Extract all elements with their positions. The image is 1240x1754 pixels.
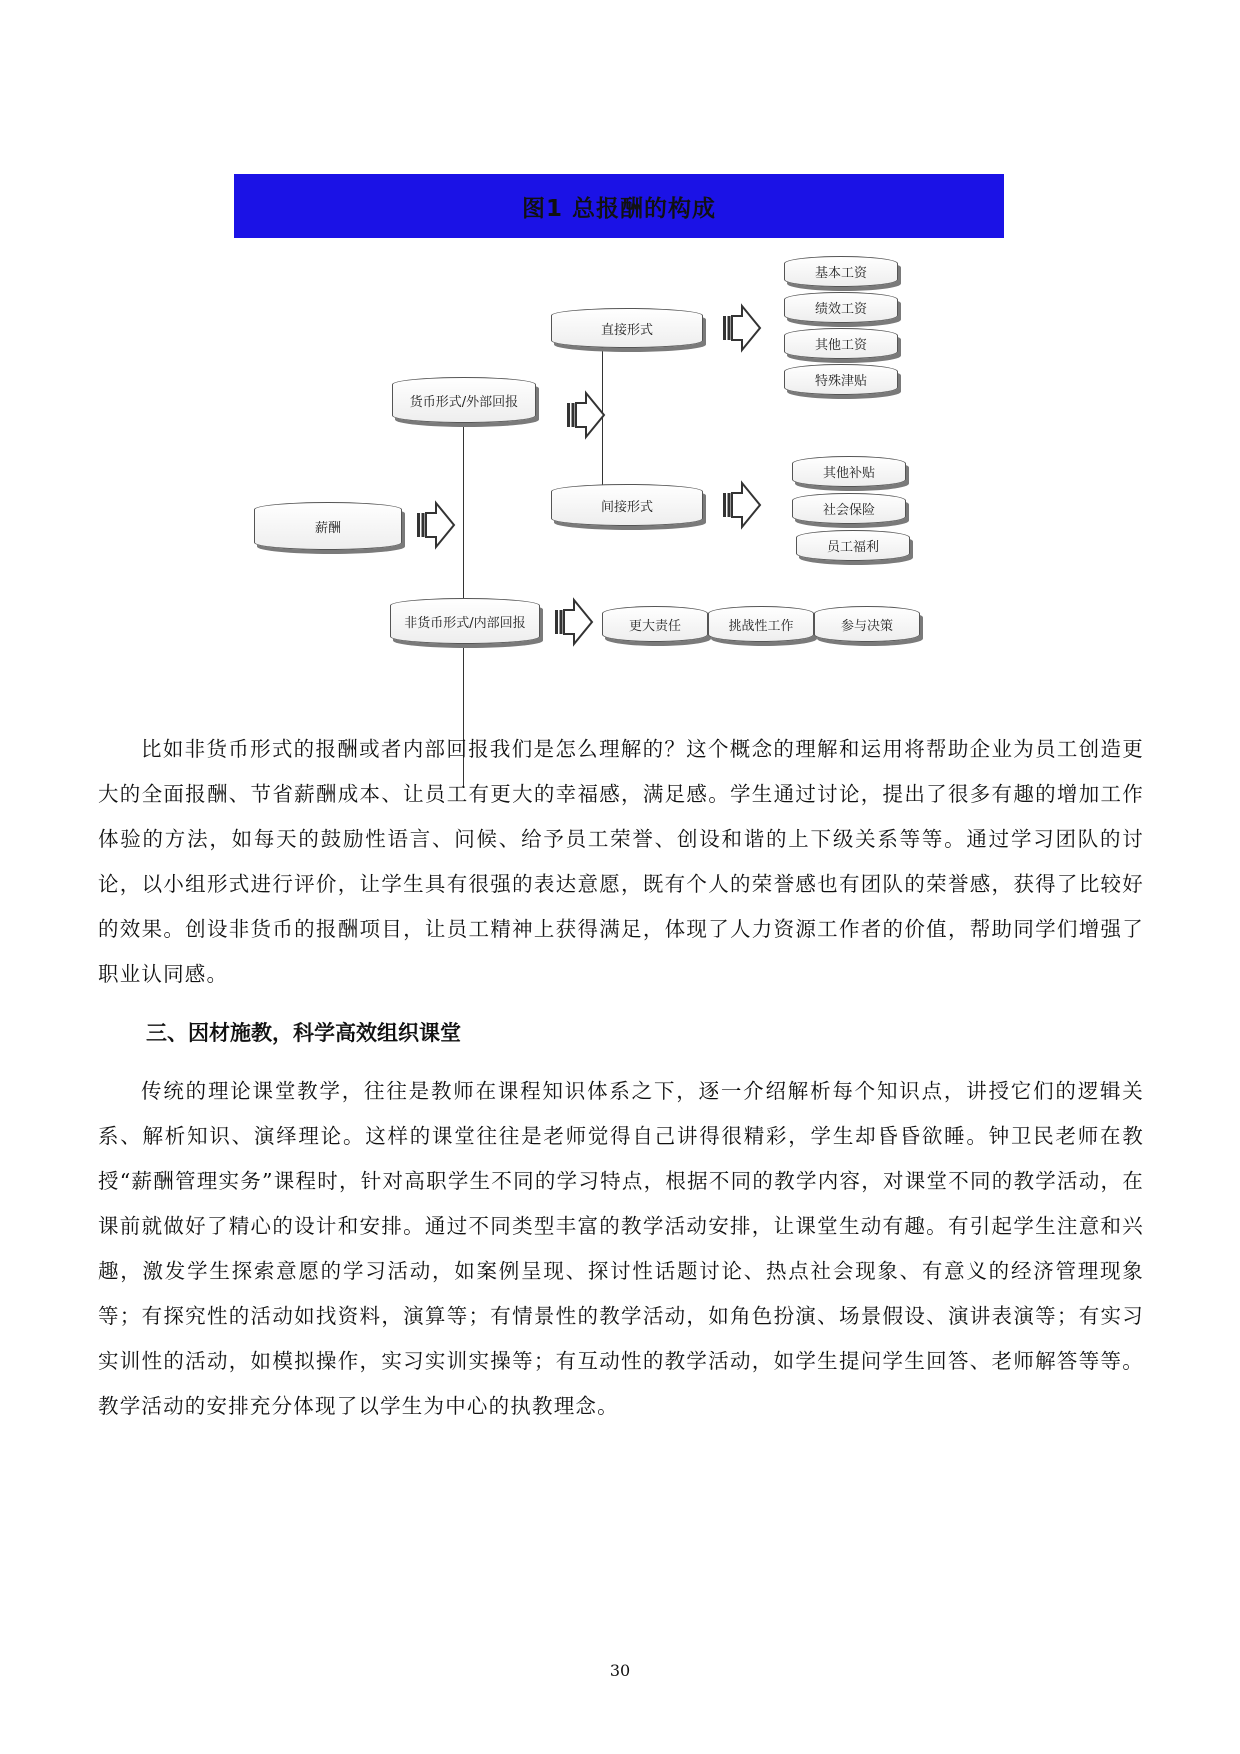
arrow-to-indirect-items bbox=[722, 480, 762, 530]
node-social-insurance: 社会保险 bbox=[792, 493, 906, 524]
node-non-monetary: 非货币形式/内部回报 bbox=[390, 598, 540, 644]
node-special-allowance: 特殊津贴 bbox=[784, 364, 898, 395]
arrow-to-monetary-split bbox=[416, 500, 456, 550]
figure-title: 图1 总报酬的构成 bbox=[234, 174, 1004, 238]
node-greater-responsibility: 更大责任 bbox=[602, 606, 708, 642]
page-number: 30 bbox=[609, 1661, 631, 1680]
node-salary: 薪酬 bbox=[254, 502, 402, 550]
node-challenging-work: 挑战性工作 bbox=[708, 606, 814, 642]
node-direct: 直接形式 bbox=[551, 308, 703, 348]
node-decision-participation: 参与决策 bbox=[814, 606, 920, 642]
node-other-subsidy: 其他补贴 bbox=[792, 456, 906, 487]
node-monetary: 货币形式/外部回报 bbox=[392, 377, 536, 423]
node-basic-wage: 基本工资 bbox=[784, 256, 898, 287]
node-employee-welfare: 员工福利 bbox=[796, 530, 910, 561]
arrow-to-direct-items bbox=[722, 303, 762, 353]
node-other-wage: 其他工资 bbox=[784, 328, 898, 359]
paragraph-2: 传统的理论课堂教学，往往是教师在课程知识体系之下，逐一介绍解析每个知识点，讲授它们的逻辑关系、解析知识、演绎理论。这样的课堂往往是老师觉得自己讲得很精彩，学生却昏昏欲睡。钟卫民老师在教授“薪酬管理实务”课程时，针对高职学生不同的学习特点，根据不同的教学内容，对课堂不同的教学活动，在课前就做好了精心的设计和安排。通过不同类型丰富的教学活动安排，让课堂生动有趣。有引起学生注意和兴趣，激发学生探索意愿的学习活动，如案例呈现、探讨性话题讨论、热点社会现象、有意义的经济管理现象等；有探究性的活动如找资料，演算等；有情景性的教学活动，如角色扮演、场景假设、演讲表演等；有实习实训性的活动，如模拟操作，实习实训实操等；有互动性的教学活动，如学生提问学生回答、老师解答等等。教学活动的安排充分体现了以学生为中心的执教理念。 bbox=[98, 1079, 1144, 1418]
node-performance-wage: 绩效工资 bbox=[784, 292, 898, 323]
paragraph-1: 比如非货币形式的报酬或者内部回报我们是怎么理解的？这个概念的理解和运用将帮助企业为员工创造更大的全面报酬、节省薪酬成本、让员工有更大的幸福感，满足感。学生通过讨论，提出了很多有趣的增加工作体验的方法，如每天的鼓励性语言、问候、给予员工荣誉、创设和谐的上下级关系等等。通过学习团队的讨论，以小组形式进行评价，让学生具有很强的表达意愿，既有个人的荣誉感也有团队的荣誉感，获得了比较好的效果。创设非货币的报酬项目，让员工精神上获得满足，体现了人力资源工作者的价值，帮助同学们增强了职业认同感。 bbox=[98, 737, 1144, 986]
arrow-to-non-monetary-items bbox=[554, 597, 594, 647]
section-heading: 三、因材施教，科学高效组织课堂 bbox=[146, 1021, 461, 1045]
arrow-to-direct-indirect bbox=[566, 390, 606, 440]
total-compensation-figure bbox=[232, 172, 1012, 662]
node-indirect: 间接形式 bbox=[551, 484, 703, 526]
